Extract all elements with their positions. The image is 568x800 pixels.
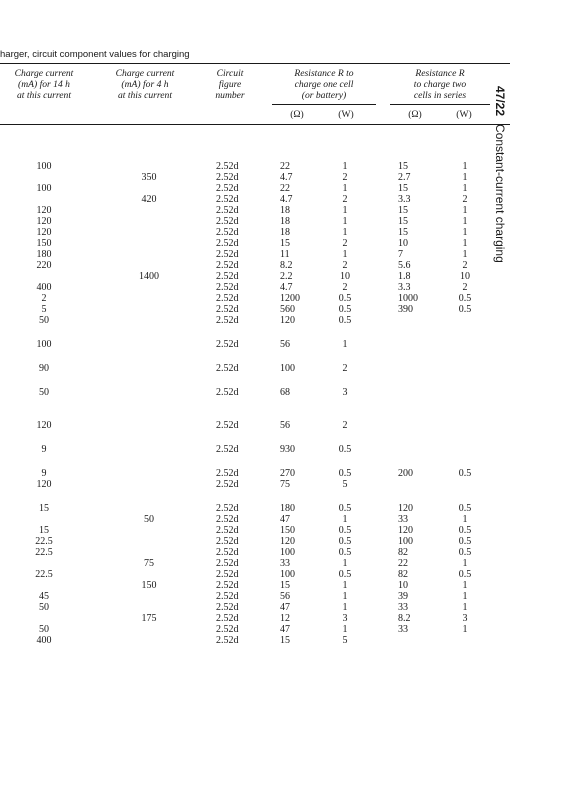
cell-circuit-figure: 2.52d xyxy=(216,339,239,350)
unit-ohm-one-cell: (Ω) xyxy=(290,109,304,120)
cell-circuit-figure: 2.52d xyxy=(216,260,239,271)
cell-circuit-figure: 2.52d xyxy=(216,613,239,624)
table-row xyxy=(0,304,510,315)
cell-circuit-figure: 2.52d xyxy=(216,635,239,646)
cell-r2-ohm: 33 xyxy=(398,602,408,613)
cell-r1-watt: 1 xyxy=(342,161,348,172)
cell-r1-ohm: 75 xyxy=(280,479,290,490)
cell-r1-watt: 1 xyxy=(342,205,348,216)
cell-r1-watt: 5 xyxy=(342,479,348,490)
cell-r1-ohm: 180 xyxy=(280,503,295,514)
cell-r2-ohm: 39 xyxy=(398,591,408,602)
table-row xyxy=(0,558,510,569)
cell-r2-ohm: 200 xyxy=(398,468,413,479)
cell-r2-watt: 2 xyxy=(462,194,468,205)
cell-r1-ohm: 15 xyxy=(280,238,290,249)
cell-charge-current-14h: 180 xyxy=(36,249,52,260)
cell-r1-watt: 2 xyxy=(342,260,348,271)
cell-r1-ohm: 8.2 xyxy=(280,260,293,271)
cell-charge-current-14h: 22.5 xyxy=(35,569,53,580)
cell-r1-ohm: 33 xyxy=(280,558,290,569)
cell-r1-ohm: 4.7 xyxy=(280,282,293,293)
table-row xyxy=(0,260,510,271)
header-line: Circuit xyxy=(216,68,244,79)
cell-r2-ohm: 120 xyxy=(398,503,413,514)
cell-r1-ohm: 47 xyxy=(280,602,290,613)
table-row xyxy=(0,602,510,613)
cell-r1-watt: 1 xyxy=(342,183,348,194)
cell-r2-ohm: 10 xyxy=(398,580,408,591)
cell-r1-ohm: 18 xyxy=(280,227,290,238)
cell-charge-current-14h: 50 xyxy=(39,602,49,613)
cell-charge-current-14h: 9 xyxy=(41,444,47,455)
cell-charge-current-14h: 45 xyxy=(39,591,49,602)
cell-charge-current-14h: 15 xyxy=(39,503,49,514)
cell-r1-watt: 1 xyxy=(342,580,348,591)
cell-circuit-figure: 2.52d xyxy=(216,580,239,591)
cell-circuit-figure: 2.52d xyxy=(216,315,239,326)
table-row xyxy=(0,363,510,374)
cell-circuit-figure: 2.52d xyxy=(216,479,239,490)
table-row xyxy=(0,420,510,431)
cell-charge-current-14h: 120 xyxy=(36,227,52,238)
cell-r1-ohm: 56 xyxy=(280,420,290,431)
cell-circuit-figure: 2.52d xyxy=(216,514,239,525)
header-line: Charge current xyxy=(14,68,74,79)
cell-charge-current-4h: 350 xyxy=(141,172,157,183)
header-line: figure xyxy=(218,79,242,90)
cell-r1-ohm: 100 xyxy=(280,569,295,580)
cell-r2-watt: 0.5 xyxy=(458,293,472,304)
cell-circuit-figure: 2.52d xyxy=(216,547,239,558)
cell-r2-watt: 1 xyxy=(462,591,468,602)
cell-r1-ohm: 150 xyxy=(280,525,295,536)
cell-circuit-figure: 2.52d xyxy=(216,536,239,547)
cell-circuit-figure: 2.52d xyxy=(216,238,239,249)
cell-r1-ohm: 56 xyxy=(280,339,290,350)
table-row xyxy=(0,183,510,194)
cell-circuit-figure: 2.52d xyxy=(216,194,239,205)
cell-r1-watt: 0.5 xyxy=(338,304,352,315)
header-line: at this current xyxy=(117,90,172,101)
cell-circuit-figure: 2.52d xyxy=(216,444,239,455)
cell-r2-ohm: 120 xyxy=(398,525,413,536)
cell-r2-watt: 0.5 xyxy=(458,468,472,479)
table-caption: harger, circuit component values for charging xyxy=(0,49,190,60)
cell-circuit-figure: 2.52d xyxy=(216,569,239,580)
header-line: Resistance R xyxy=(415,68,465,79)
cell-r2-ohm: 8.2 xyxy=(398,613,411,624)
table-row xyxy=(0,569,510,580)
table-row xyxy=(0,613,510,624)
cell-charge-current-14h: 120 xyxy=(36,420,52,431)
cell-r2-ohm: 22 xyxy=(398,558,408,569)
cell-r1-watt: 0.5 xyxy=(338,503,352,514)
cell-r1-ohm: 56 xyxy=(280,591,290,602)
cell-circuit-figure: 2.52d xyxy=(216,387,239,398)
cell-charge-current-14h: 120 xyxy=(36,205,52,216)
cell-r2-watt: 1 xyxy=(462,580,468,591)
cell-r1-ohm: 15 xyxy=(280,580,290,591)
cell-r1-ohm: 47 xyxy=(280,514,290,525)
cell-r1-ohm: 930 xyxy=(280,444,295,455)
cell-r1-watt: 2 xyxy=(342,282,348,293)
cell-r2-watt: 2 xyxy=(462,260,468,271)
header-line: at this current xyxy=(16,90,71,101)
cell-charge-current-4h: 1400 xyxy=(139,271,159,282)
cell-circuit-figure: 2.52d xyxy=(216,591,239,602)
cell-r2-watt: 1 xyxy=(462,205,468,216)
header-line: (or battery) xyxy=(301,90,347,101)
cell-r2-ohm: 2.7 xyxy=(398,172,411,183)
cell-r2-watt: 1 xyxy=(462,249,468,260)
header-line: number xyxy=(215,90,245,101)
cell-charge-current-14h: 100 xyxy=(36,183,52,194)
cell-r2-watt: 0.5 xyxy=(458,503,472,514)
table-row xyxy=(0,249,510,260)
cell-r1-ohm: 100 xyxy=(280,363,295,374)
table-row xyxy=(0,503,510,514)
cell-charge-current-14h: 50 xyxy=(39,315,49,326)
cell-circuit-figure: 2.52d xyxy=(216,183,239,194)
table-row xyxy=(0,468,510,479)
cell-r2-ohm: 7 xyxy=(398,249,403,260)
cell-r1-ohm: 47 xyxy=(280,624,290,635)
cell-r2-watt: 1 xyxy=(462,558,468,569)
cell-charge-current-4h: 420 xyxy=(141,194,157,205)
cell-charge-current-14h: 120 xyxy=(36,216,52,227)
table-row xyxy=(0,216,510,227)
cell-charge-current-14h: 50 xyxy=(39,624,49,635)
cell-charge-current-14h: 5 xyxy=(41,304,47,315)
cell-charge-current-14h: 22.5 xyxy=(35,536,53,547)
cell-circuit-figure: 2.52d xyxy=(216,161,239,172)
cell-r2-ohm: 1000 xyxy=(398,293,418,304)
cell-charge-current-14h: 150 xyxy=(36,238,52,249)
cell-r1-watt: 1 xyxy=(342,591,348,602)
cell-r2-watt: 2 xyxy=(462,282,468,293)
cell-r1-watt: 0.5 xyxy=(338,444,352,455)
cell-r1-watt: 10 xyxy=(340,271,350,282)
cell-r1-watt: 2 xyxy=(342,420,348,431)
cell-r1-watt: 0.5 xyxy=(338,525,352,536)
cell-r1-ohm: 18 xyxy=(280,216,290,227)
cell-r1-watt: 5 xyxy=(342,635,348,646)
cell-r1-watt: 1 xyxy=(342,339,348,350)
cell-charge-current-14h: 22.5 xyxy=(35,547,53,558)
cell-r1-ohm: 11 xyxy=(280,249,290,260)
cell-charge-current-14h: 100 xyxy=(36,339,52,350)
table-row xyxy=(0,172,510,183)
cell-charge-current-14h: 400 xyxy=(36,635,52,646)
cell-circuit-figure: 2.52d xyxy=(216,525,239,536)
cell-r1-ohm: 22 xyxy=(280,161,290,172)
cell-r1-watt: 1 xyxy=(342,216,348,227)
cell-r1-watt: 0.5 xyxy=(338,293,352,304)
cell-r2-watt: 10 xyxy=(460,271,470,282)
table-row xyxy=(0,315,510,326)
cell-r2-watt: 0.5 xyxy=(458,569,472,580)
cell-r1-ohm: 120 xyxy=(280,536,295,547)
cell-circuit-figure: 2.52d xyxy=(216,216,239,227)
table-row xyxy=(0,293,510,304)
cell-r1-ohm: 270 xyxy=(280,468,295,479)
cell-r1-ohm: 4.7 xyxy=(280,194,293,205)
cell-circuit-figure: 2.52d xyxy=(216,293,239,304)
cell-r1-ohm: 22 xyxy=(280,183,290,194)
cell-r2-watt: 3 xyxy=(462,613,468,624)
side-header xyxy=(491,86,509,406)
cell-r2-ohm: 15 xyxy=(398,227,408,238)
cell-circuit-figure: 2.52d xyxy=(216,602,239,613)
table-row xyxy=(0,227,510,238)
table-row xyxy=(0,580,510,591)
table-row xyxy=(0,161,510,172)
table-row xyxy=(0,624,510,635)
cell-charge-current-14h: 100 xyxy=(36,161,52,172)
cell-circuit-figure: 2.52d xyxy=(216,363,239,374)
cell-r2-ohm: 15 xyxy=(398,183,408,194)
cell-r2-watt: 0.5 xyxy=(458,536,472,547)
cell-circuit-figure: 2.52d xyxy=(216,503,239,514)
header-line: Resistance R to xyxy=(294,68,354,79)
cell-r1-watt: 1 xyxy=(342,227,348,238)
cell-r1-watt: 0.5 xyxy=(338,468,352,479)
cell-r2-ohm: 3.3 xyxy=(398,282,411,293)
cell-r1-watt: 3 xyxy=(342,613,348,624)
header-line: Charge current xyxy=(115,68,175,79)
cell-r2-ohm: 15 xyxy=(398,205,408,216)
cell-r1-watt: 2 xyxy=(342,172,348,183)
cell-r1-watt: 2 xyxy=(342,194,348,205)
cell-charge-current-4h: 150 xyxy=(141,580,157,591)
cell-r2-watt: 1 xyxy=(462,172,468,183)
table-row xyxy=(0,194,510,205)
cell-r1-watt: 1 xyxy=(342,624,348,635)
cell-r2-watt: 0.5 xyxy=(458,547,472,558)
table-row xyxy=(0,514,510,525)
cell-r1-watt: 1 xyxy=(342,558,348,569)
header-line: charge one cell xyxy=(294,79,354,90)
cell-r1-watt: 0.5 xyxy=(338,315,352,326)
header-line: cells in series xyxy=(413,90,467,101)
cell-r1-watt: 2 xyxy=(342,363,348,374)
cell-r2-ohm: 15 xyxy=(398,161,408,172)
cell-circuit-figure: 2.52d xyxy=(216,558,239,569)
table-row xyxy=(0,238,510,249)
cell-charge-current-4h: 50 xyxy=(144,514,154,525)
table-row xyxy=(0,282,510,293)
cell-r1-watt: 1 xyxy=(342,249,348,260)
cell-charge-current-14h: 220 xyxy=(36,260,52,271)
cell-charge-current-14h: 90 xyxy=(39,363,49,374)
cell-r1-ohm: 120 xyxy=(280,315,295,326)
cell-charge-current-4h: 175 xyxy=(141,613,157,624)
table-row xyxy=(0,479,510,490)
cell-charge-current-14h: 2 xyxy=(41,293,47,304)
table-row xyxy=(0,271,510,282)
cell-r1-watt: 0.5 xyxy=(338,547,352,558)
cell-r1-ohm: 2.2 xyxy=(280,271,293,282)
cell-r2-watt: 1 xyxy=(462,227,468,238)
cell-charge-current-14h: 50 xyxy=(39,387,49,398)
cell-r2-watt: 1 xyxy=(462,183,468,194)
header-line: to charge two xyxy=(413,79,467,90)
unit-ohm-two-cells: (Ω) xyxy=(408,109,422,120)
table-row xyxy=(0,591,510,602)
cell-r1-ohm: 15 xyxy=(280,635,290,646)
cell-circuit-figure: 2.52d xyxy=(216,172,239,183)
cell-circuit-figure: 2.52d xyxy=(216,420,239,431)
table-row xyxy=(0,635,510,646)
cell-circuit-figure: 2.52d xyxy=(216,624,239,635)
cell-r2-ohm: 33 xyxy=(398,514,408,525)
cell-r1-ohm: 560 xyxy=(280,304,295,315)
cell-r2-ohm: 15 xyxy=(398,216,408,227)
cell-r1-watt: 2 xyxy=(342,238,348,249)
cell-r2-ohm: 3.3 xyxy=(398,194,411,205)
section-title: Constant-current charging xyxy=(493,124,507,263)
cell-r2-ohm: 5.6 xyxy=(398,260,411,271)
cell-r1-watt: 1 xyxy=(342,602,348,613)
cell-r2-ohm: 10 xyxy=(398,238,408,249)
cell-charge-current-14h: 400 xyxy=(36,282,52,293)
cell-r2-watt: 0.5 xyxy=(458,525,472,536)
page-number: 47/22 xyxy=(493,86,507,117)
cell-circuit-figure: 2.52d xyxy=(216,304,239,315)
cell-r2-ohm: 82 xyxy=(398,547,408,558)
cell-r1-ohm: 100 xyxy=(280,547,295,558)
cell-charge-current-14h: 15 xyxy=(39,525,49,536)
cell-r2-ohm: 33 xyxy=(398,624,408,635)
cell-charge-current-4h: 75 xyxy=(144,558,154,569)
cell-r1-ohm: 4.7 xyxy=(280,172,293,183)
cell-circuit-figure: 2.52d xyxy=(216,205,239,216)
cell-r2-ohm: 390 xyxy=(398,304,413,315)
cell-circuit-figure: 2.52d xyxy=(216,271,239,282)
cell-r2-watt: 1 xyxy=(462,161,468,172)
cell-r1-watt: 0.5 xyxy=(338,536,352,547)
table-row xyxy=(0,387,510,398)
table-row xyxy=(0,205,510,216)
table-row xyxy=(0,444,510,455)
cell-r1-watt: 0.5 xyxy=(338,569,352,580)
cell-r2-ohm: 1.8 xyxy=(398,271,411,282)
unit-watt-one-cell: (W) xyxy=(338,109,354,120)
cell-r2-watt: 0.5 xyxy=(458,304,472,315)
cell-circuit-figure: 2.52d xyxy=(216,282,239,293)
cell-r1-watt: 1 xyxy=(342,514,348,525)
cell-charge-current-14h: 120 xyxy=(36,479,52,490)
cell-r2-watt: 1 xyxy=(462,216,468,227)
cell-charge-current-14h: 9 xyxy=(41,468,47,479)
cell-r1-watt: 3 xyxy=(342,387,348,398)
cell-r2-ohm: 100 xyxy=(398,536,413,547)
cell-r2-ohm: 82 xyxy=(398,569,408,580)
header-line: (mA) for 14 h xyxy=(18,79,70,90)
cell-circuit-figure: 2.52d xyxy=(216,227,239,238)
cell-circuit-figure: 2.52d xyxy=(216,468,239,479)
header-line: (mA) for 4 h xyxy=(121,79,169,90)
cell-circuit-figure: 2.52d xyxy=(216,249,239,260)
table-row xyxy=(0,536,510,547)
cell-r1-ohm: 18 xyxy=(280,205,290,216)
unit-watt-two-cells: (W) xyxy=(456,109,472,120)
cell-r2-watt: 1 xyxy=(462,624,468,635)
cell-r1-ohm: 12 xyxy=(280,613,290,624)
table-row xyxy=(0,339,510,350)
cell-r1-ohm: 1200 xyxy=(280,293,300,304)
table-row xyxy=(0,525,510,536)
cell-r1-ohm: 68 xyxy=(280,387,290,398)
cell-r2-watt: 1 xyxy=(462,602,468,613)
cell-r2-watt: 1 xyxy=(462,238,468,249)
table-row xyxy=(0,547,510,558)
cell-r2-watt: 1 xyxy=(462,514,468,525)
